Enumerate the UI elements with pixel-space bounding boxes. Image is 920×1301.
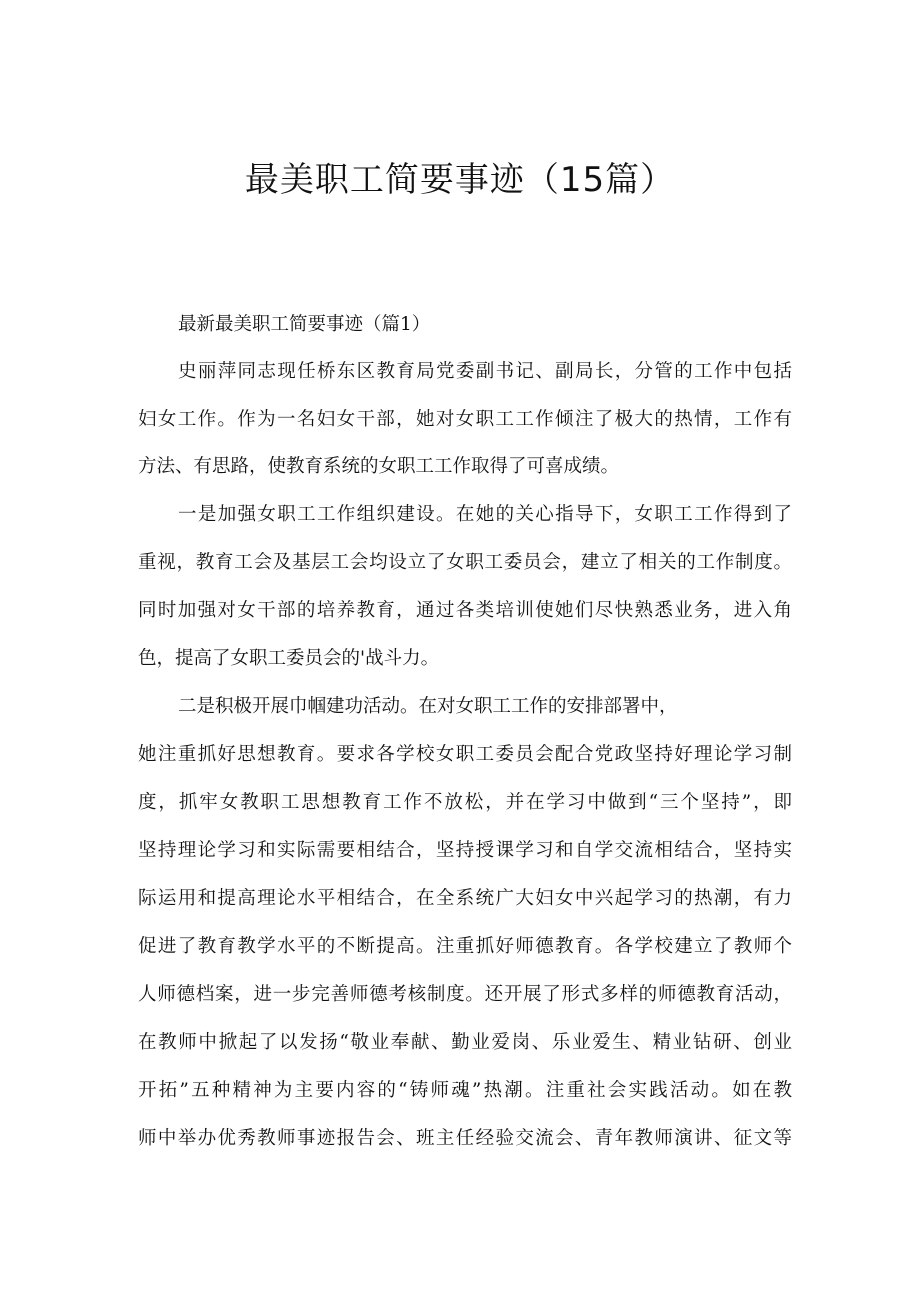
paragraph-line: 她注重抓好思想教育。要求各学校女职工委员会配合党政坚持好理论学习制	[138, 744, 792, 765]
paragraph-line: 师中举办优秀教师事迹报告会、班主任经验交流会、青年教师演讲、征文等	[138, 1128, 792, 1149]
paragraph-line: 方法、有思路，使教育系统的女职工工作取得了可喜成绩。	[138, 456, 620, 477]
paragraph-line: 开拓”五种精神为主要内容的“铸师魂”热潮。注重社会实践活动。如在教	[138, 1080, 792, 1101]
paragraph-line: 人师德档案，进一步完善师德考核制度。还开展了形式多样的师德教育活动，	[138, 984, 792, 1005]
paragraph-line: 坚持理论学习和实际需要相结合，坚持授课学习和自学交流相结合，坚持实	[138, 840, 792, 861]
paragraph-line: 促进了教育教学水平的不断提高。注重抓好师德教育。各学校建立了教师个	[138, 936, 792, 957]
document-title: 最美职工简要事迹（15篇）	[244, 160, 676, 200]
paragraph-line: 度，抓牢女教职工思想教育工作不放松，并在学习中做到“三个坚持”，即	[138, 792, 792, 813]
paragraph-line: 在教师中掀起了以发扬“敬业奉献、勤业爱岗、乐业爱生、精业钻研、创业	[138, 1032, 792, 1053]
paragraph-line: 际运用和提高理论水平相结合，在全系统广大妇女中兴起学习的热潮，有力	[138, 888, 792, 909]
section-heading: 最新最美职工简要事迹（篇1）	[178, 314, 431, 335]
paragraph-line: 二是积极开展巾帼建功活动。在对女职工工作的安排部署中，	[178, 696, 678, 717]
paragraph-line: 一是加强女职工工作组织建设。在她的关心指导下，女职工工作得到了	[178, 504, 792, 525]
paragraph-line: 重视，教育工会及基层工会均设立了女职工委员会，建立了相关的工作制度。	[138, 552, 792, 573]
paragraph-line: 妇女工作。作为一名妇女干部，她对女职工工作倾注了极大的热情，工作有	[138, 409, 792, 430]
paragraph-line: 史丽萍同志现任桥东区教育局党委副书记、副局长，分管的工作中包括	[178, 361, 792, 382]
paragraph-line: 色，提高了女职工委员会的'战斗力。	[138, 648, 440, 669]
paragraph-line: 同时加强对女干部的培养教育，通过各类培训使她们尽快熟悉业务，进入角	[138, 600, 792, 621]
